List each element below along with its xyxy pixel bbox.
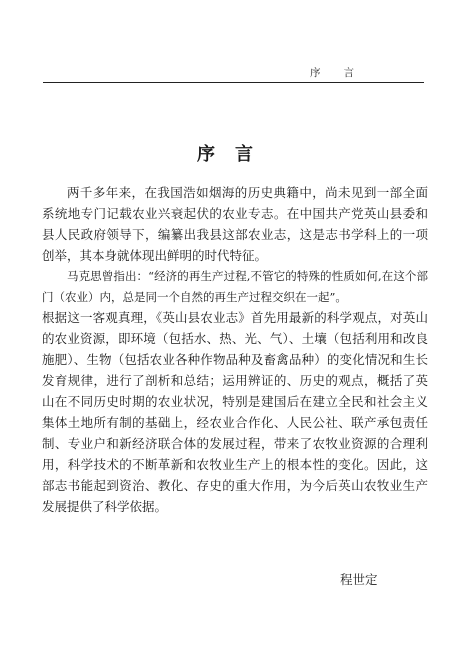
page-title: 序言 <box>197 144 273 165</box>
running-head-text: 序言 <box>310 67 377 79</box>
paragraph-main: 根据这一客观真理，《英山县农业志》首先用最新的科学观点，对英山的农业资源，即环境（包括水、热、光、气）、土壤（包括利用和改良施肥）、生物（包括农业各种作物品种及畜禽品种）的变化情况和生长发育规律，进行了剖析和总结；运用辨证的、历史的观点，概括了英山在不同历史时期的农业状况，特别是建国后在建立全民和社会主义集体土地所有制的基础上，经农业合作化、人民公社、联产承包责任制、专业户和新经济联合体的发展过程，带来了农牧业资源的合理利用，科学技术的不断革新和农牧业生产上的根本性的变化。因此，这部志书能起到资治、教化、存史的重大作用，为今后英山农牧业生产发展提供了科学依据。 <box>42 310 428 514</box>
author-signature: 程世定 <box>340 572 378 587</box>
header-rule <box>43 82 424 83</box>
preface-body <box>42 182 428 517</box>
running-head <box>43 66 423 80</box>
paragraph-intro: 两千多年来，在我国浩如烟海的历史典籍中，尚未见到一部全面系统地专门记载农业兴衰起伏的农业专志。在中国共产党英山县委和县人民政府领导下，编纂出我县这部农业志，这是志书学科上的一项创举，其本身就体现出鲜明的时代特征。 <box>42 185 428 263</box>
paragraph-marx-quote: 马克思曾指出：“经济的再生产过程,不管它的特殊的性质如何,在这个部门（农业）内，总是同一个自然的再生产过程交织在一起”。 <box>42 269 428 304</box>
